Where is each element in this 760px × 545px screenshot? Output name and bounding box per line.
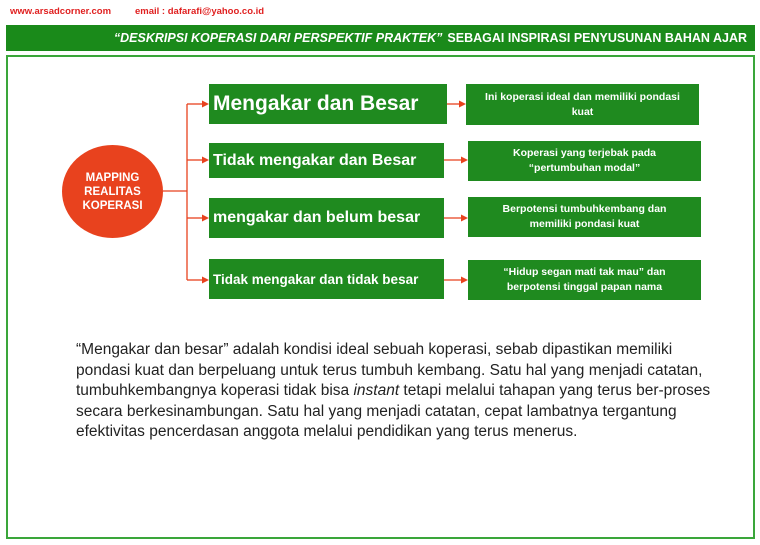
description-box-3 <box>468 197 701 237</box>
description-line: Berpotensi tumbuhkembang dan <box>502 203 667 215</box>
email-text: email : dafarafi@yahoo.co.id <box>135 6 265 17</box>
category-box-3 <box>209 198 444 238</box>
description-line: memiliki pondasi kuat <box>529 218 640 230</box>
category-box-1 <box>209 84 447 124</box>
center-line-2: REALITAS <box>84 185 141 198</box>
arrow-desc-4 <box>461 277 468 284</box>
description-line: Koperasi yang terjebak pada <box>513 147 656 159</box>
category-label: Tidak mengakar dan tidak besar <box>213 271 419 287</box>
paragraph-part-1: “Mengakar dan besar” adalah kondisi ideal sebuah koperasi, sebab dipastikan memiliki pondasi kuat dan berpeluang untuk terus tumbuh kembang. Satu hal yang menjadi catatan, tumbuhkembangnya koperasi tidak bisa <box>76 341 703 399</box>
description-line: “pertumbuhan modal” <box>528 162 641 174</box>
description-line: berpotensi tinggal papan nama <box>506 281 663 293</box>
category-box-4 <box>209 259 444 299</box>
arrow-2 <box>202 157 209 164</box>
arrow-desc-3 <box>461 215 468 222</box>
center-line-1: MAPPING <box>85 171 140 184</box>
category-box-2 <box>209 143 444 178</box>
paragraph-emphasis: instant <box>353 382 400 399</box>
paragraph-part-2: tetapi melalui tahapan yang terus ber-proses secara berkesinambungan. Satu hal yang menjadi catatan, cepat lambatnya tergantung efektivitas pencerdasan anggota melalui pendidikan yang terus menerus. <box>76 382 711 440</box>
description-line: “Hidup segan mati tak mau” dan <box>503 266 666 278</box>
description-box-1 <box>466 84 699 125</box>
category-label: Tidak mengakar dan Besar <box>213 151 417 169</box>
description-line: kuat <box>571 105 594 118</box>
mapping-center-node <box>62 145 163 238</box>
arrow-desc-1 <box>459 101 466 108</box>
arrow-4 <box>202 277 209 284</box>
banner-rest: SEBAGAI INSPIRASI PENYUSUNAN BAHAN AJAR <box>447 31 747 45</box>
category-label: Mengakar dan Besar <box>213 92 419 115</box>
description-box-2 <box>468 141 701 181</box>
body-paragraph <box>76 340 716 443</box>
center-line-3: KOPERASI <box>82 199 143 212</box>
category-label: mengakar dan belum besar <box>213 209 421 226</box>
arrow-1 <box>202 101 209 108</box>
arrow-3 <box>202 215 209 222</box>
banner-italic: “DESKRIPSI KOPERASI DARI PERSPEKTIF PRAKTEK” <box>113 31 443 45</box>
arrow-desc-2 <box>461 157 468 164</box>
site-link[interactable]: www.arsadcorner.com <box>10 6 112 17</box>
description-box-4 <box>468 260 701 300</box>
description-line: Ini koperasi ideal dan memiliki pondasi <box>485 90 680 103</box>
